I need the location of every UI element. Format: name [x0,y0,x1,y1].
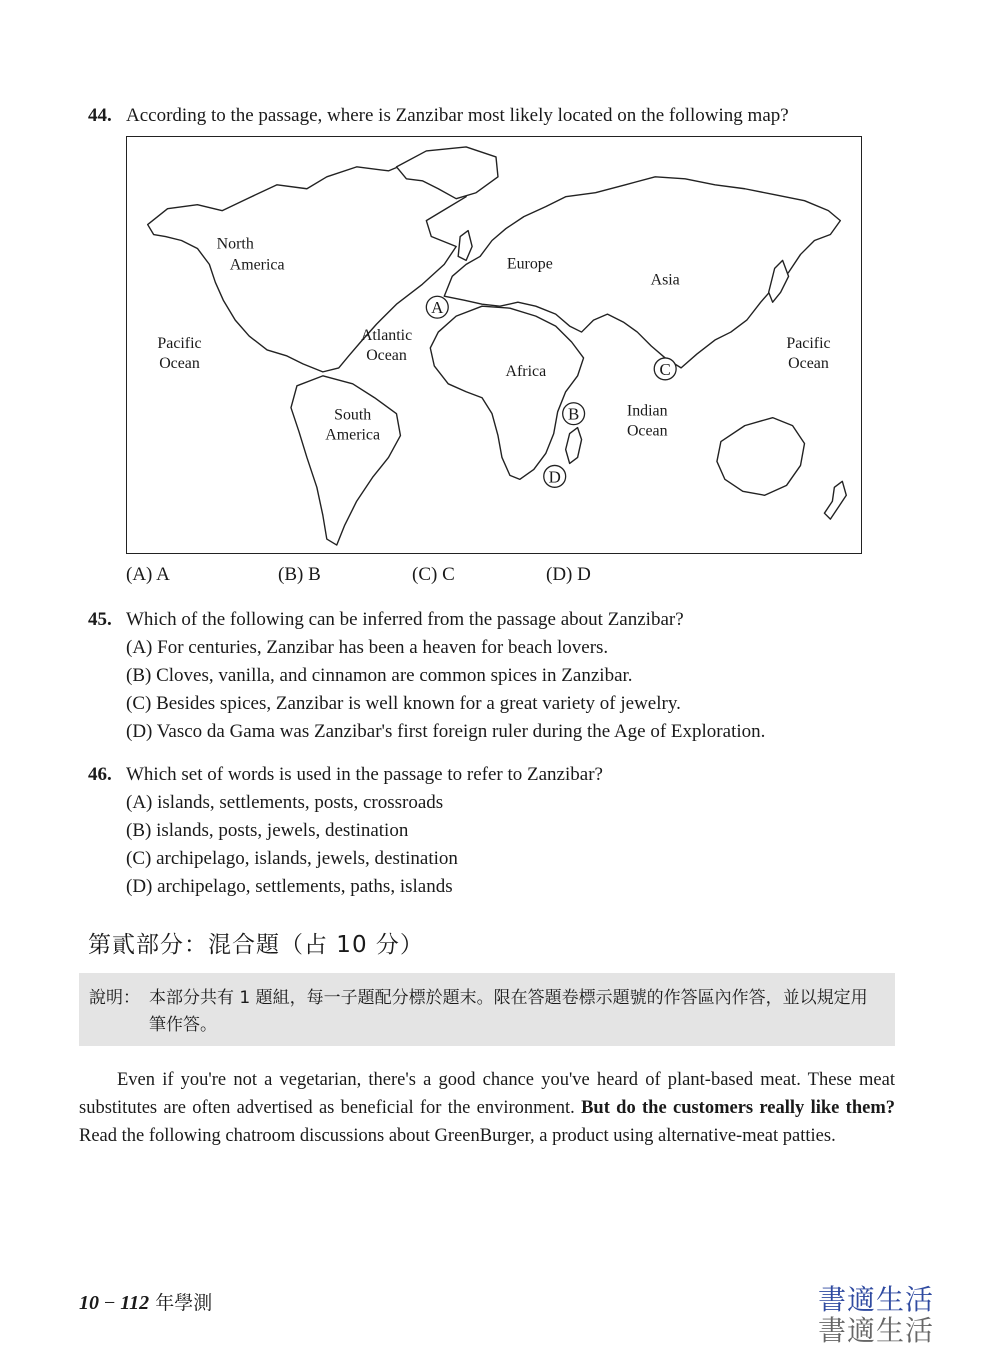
map-label-atlantic-2: Ocean [366,346,407,364]
question-stem: Which of the following can be inferred from the passage about Zanzibar? [126,609,684,630]
watermark-bottom: 書適生活 [818,1314,935,1347]
section-title: 第貳部分：混合題（占 10 分） [88,932,424,958]
reading-passage [79,1066,895,1150]
svg-text:A: A [431,298,444,318]
option-a[interactable]: (A) A [126,564,170,585]
map-label-south-america-2: America [325,426,381,444]
map-marker-c [654,358,676,380]
question-number: 45. [88,609,112,630]
map-label-indian: Indian [626,402,668,420]
question-number: 46. [88,764,112,785]
question-stem: Which set of words is used in the passage to refer to Zanzibar? [126,764,603,785]
question-number: 44. [88,105,112,126]
passage-text-2: Read the following chatroom discussions about GreenBurger, a product using alternative-meat patties. [79,1126,836,1146]
instructions-label: 說明： [89,988,140,1008]
option-b[interactable]: (B) Cloves, vanilla, and cinnamon are common spices in Zanzibar. [126,665,633,686]
world-map-figure [127,137,861,553]
map-marker-a [426,296,448,318]
option-d[interactable]: (D) D [546,564,591,585]
australia-shape [717,418,805,496]
question-44 [88,102,918,130]
option-c[interactable]: (C) C [412,564,455,585]
footer-year: 112 [120,1292,150,1314]
map-marker-d [544,465,566,487]
map-label-pacific-east: Pacific [786,334,831,352]
map-label-north-america-2: America [229,256,285,274]
map-label-asia: Asia [650,271,680,289]
footer-exam-name: 年學測 [149,1292,213,1314]
option-b[interactable]: (B) islands, posts, jewels, destination [126,820,409,841]
svg-text:C: C [659,359,671,379]
map-label-north-america: North [216,235,254,253]
africa-shape [430,306,583,479]
page-footer [79,1288,212,1315]
map-label-europe: Europe [506,255,553,273]
svg-text:B: B [567,404,580,424]
map-label-pacific-east-2: Ocean [788,354,829,372]
passage-text-1: Even if you're not a vegetarian, there's a good chance you've heard of plant-based meat. These meat substitutes are often advertised as beneficial for the environment. [79,1070,895,1118]
map-label-atlantic: Atlantic [360,327,413,345]
new-zealand-shape [824,481,846,519]
question-stem: According to the passage, where is Zanzibar most likely located on the following map? [126,105,789,126]
instructions-text: 本部分共有 1 題組，每一子題配分標於題末。限在答題卷標示題號的作答區內作答，並以規定用筆作答。 [149,988,868,1035]
question-45 [88,606,918,746]
option-c[interactable]: (C) archipelago, islands, jewels, destination [126,848,458,869]
page-number: 10 [79,1292,99,1314]
option-b[interactable]: (B) B [278,564,321,585]
map-label-pacific-west-2: Ocean [159,354,200,372]
map-marker-b [563,403,585,425]
watermark-top: 書適生活 [818,1283,935,1316]
uk-shape [458,231,472,261]
option-d[interactable]: (D) archipelago, settlements, paths, islands [126,876,453,897]
world-map [126,136,862,554]
map-label-pacific-west: Pacific [157,334,202,352]
instructions-box [79,973,895,1046]
passage-bold-question: But do the customers really like them? [581,1098,895,1118]
map-label-indian-2: Ocean [626,422,668,440]
option-a[interactable]: (A) islands, settlements, posts, crossroads [126,792,444,813]
footer-dash: − [99,1292,121,1314]
option-d[interactable]: (D) Vasco da Gama was Zanzibar's first foreign ruler during the Age of Exploration. [126,721,766,742]
map-label-africa: Africa [505,362,547,380]
south-america-shape [291,376,400,545]
option-c[interactable]: (C) Besides spices, Zanzibar is well known for a great variety of jewelry. [126,693,681,714]
svg-text:D: D [548,467,561,487]
map-label-south-america: South [334,406,372,424]
option-a[interactable]: (A) For centuries, Zanzibar has been a heaven for beach lovers. [126,637,609,658]
madagascar-shape [566,428,582,464]
question-46 [88,761,918,901]
